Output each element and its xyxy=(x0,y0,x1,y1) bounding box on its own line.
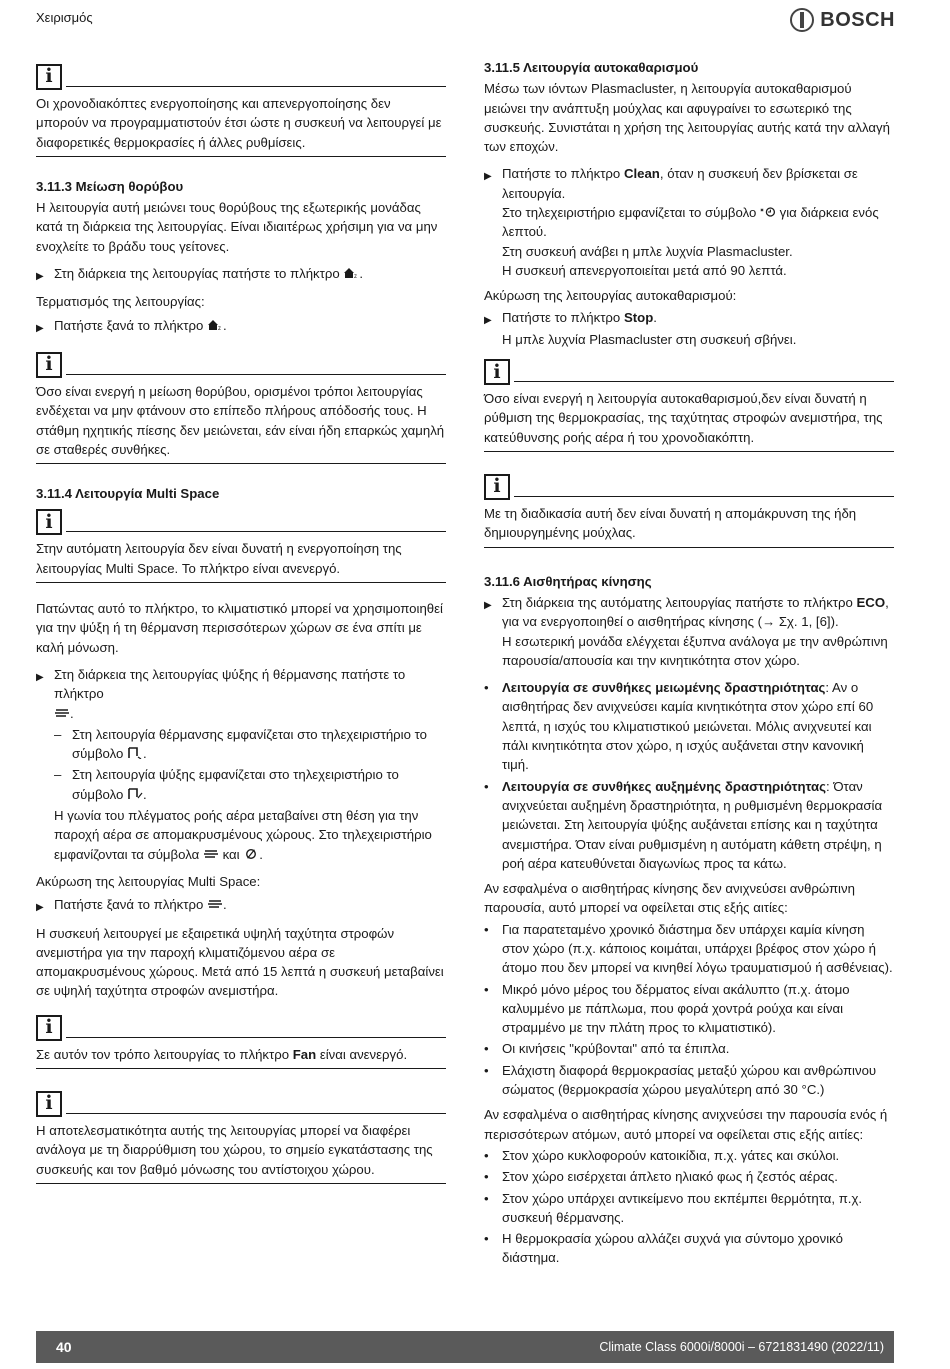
quiet-house-icon xyxy=(207,319,223,331)
list-item: • Στον χώρο υπάρχει αντικείμενο που εκπέμπει θερμότητα, π.χ. συσκευή θέρμανσης. xyxy=(484,1190,863,1225)
info-note xyxy=(36,509,446,583)
multi-space-icon xyxy=(207,898,223,910)
step: ▶ Πατήστε ξανά το πλήκτρο z . xyxy=(36,317,227,334)
cool-symbol-icon xyxy=(127,788,143,800)
bosch-logo xyxy=(790,8,895,32)
paragraph: Η συσκευή λειτουργεί με εξαιρετικά υψηλή ταχύτητα στροφών ανεμιστήρα για την παροχή κλιματιζόμενου αέρα σε απομακρυσμένους χώρους. Μετά από 15 λεπτά η συσκευή μεταβαίνει σε υψηλή ταχύτητα στροφών ανεμιστήρα. xyxy=(36,925,444,999)
info-note xyxy=(484,359,894,452)
list-item: • Στον χώρο εισέρχεται άπλετο ηλιακό φως ή ζεστός αέρας. xyxy=(484,1169,838,1185)
paragraph: Αν εσφαλμένα ο αισθητήρας κίνησης ανιχνεύσει την παρουσία ενός ή περισσότερων ατόμων, αυτό μπορεί να οφείλεται στις εξής αιτίες: xyxy=(484,1107,888,1142)
note-text: Όσο είναι ενεργή η μείωση θορύβου, ορισμένοι τρόποι λειτουργίας ενδέχεται να μην φτάνουν στο επίπεδο πλήρους απόδοσής τους. Η στάθμη ηχητικής πίεσης δεν μειώνεται, εάν είναι ήδη επαρκώς χαμηλή σε σταθερές συνθήκες. xyxy=(36,378,446,464)
paragraph: Τερματισμός της λειτουργίας: xyxy=(36,294,205,310)
list-item: • Για παρατεταμένο χρονικό διάστημα δεν υπάρχει καμία κίνηση στον χώρο (π.χ. κάποιος κοιμάται, υπάρχει βρέφος στον χώρο ή άτομο που δεν μπορεί να κινηθεί λόγω τραυματισμού ή ασθένειας). xyxy=(484,921,893,976)
step: ▶ Στη διάρκεια της λειτουργίας ψύξης ή θέρμανσης πατήστε το πλήκτρο . xyxy=(36,666,406,721)
info-note xyxy=(484,474,894,548)
multi-space-icon xyxy=(54,707,70,719)
note-text: Η αποτελεσματικότητα αυτής της λειτουργίας μπορεί να διαφέρει ανάλογα με τη διαρρύθμιση του χώρου, το σημείο εγκατάστασης της συσκευής και τον βαθμό μόνωσης του αντίστοιχου χώρου. xyxy=(36,1117,446,1184)
list-item: • Οι κινήσεις "κρύβονται" από τα έπιπλα. xyxy=(484,1041,730,1057)
step: ▶ Πατήστε το πλήκτρο Stop. xyxy=(484,309,657,326)
step: ▶ Πατήστε ξανά το πλήκτρο . xyxy=(36,897,227,914)
info-note xyxy=(36,352,446,464)
note-text: Οι χρονοδιακόπτες ενεργοποίησης και απενεργοποίησης δεν μπορούν να προγραμματιστούν έτσι ώστε η συσκευή να λειτουργεί με διαφορετικές θερμοκρασίες ή άλλες ρυθμίσεις. xyxy=(36,90,446,157)
step-detail: Η συσκευή απενεργοποιείται μετά από 90 λεπτά. xyxy=(502,262,787,278)
paragraph: Αν εσφαλμένα ο αισθητήρας κίνησης δεν ανιχνεύσει ανθρώπινη παρουσία, αυτό μπορεί να οφείλεται στις εξής αιτίες: xyxy=(484,881,855,916)
info-icon: i xyxy=(36,509,62,535)
step-detail: Στη συσκευή ανάβει η μπλε λυχνία Plasmacluster. xyxy=(502,243,793,259)
self-clean-icon xyxy=(760,206,776,218)
step: ▶ Στη διάρκεια της αυτόματης λειτουργίας πατήστε το πλήκτρο ECO, για να ενεργοποιηθεί ο αισθητήρας κίνησης (→ Σχ. 1, [6]). xyxy=(484,594,889,630)
paragraph: Η γωνία του πλέγματος ροής αέρα μεταβαίνει στη θέση για την παροχή αέρα σε απομακρυσμένους χώρους. Στο τηλεχειριστήριο εμφανίζονται τα σύμβολα και . xyxy=(54,808,432,862)
step: ▶ Πατήστε το πλήκτρο Clean, όταν η συσκευή δεν βρίσκεται σε λειτουργία. xyxy=(484,166,858,201)
list-item: • Λειτουργία σε συνθήκες αυξημένης δραστηριότητας: Όταν ανιχνεύεται αυξημένη δραστηριότητα, η ρυθμισμένη θερμοκρασία μειώνεται. Στη λειτουργία ψύξης αυξάνεται επίσης και η ταχύτητα ανεμιστήρα. Όταν είναι ρυθμισμένη η αυτόματη κάθετη στρέψη, η ροή αέρα κατευθύνεται διαγωνίως προς τα κάτω. xyxy=(484,778,883,871)
info-note xyxy=(36,1015,446,1069)
step-detail: Η μπλε λυχνία Plasmacluster στη συσκευή σβήνει. xyxy=(502,331,797,347)
info-icon: i xyxy=(484,359,510,385)
header-section: Χειρισμός xyxy=(36,10,93,25)
info-icon: i xyxy=(36,352,62,378)
info-icon: i xyxy=(36,1015,62,1041)
paragraph: Πατώντας αυτό το πλήκτρο, το κλιματιστικό μπορεί να χρησιμοποιηθεί για την ψύξη ή τη θέρμανση περισσότερων χώρων σε ένα σπίτι με καλή μόνωση. xyxy=(36,601,443,655)
step-detail: Η εσωτερική μονάδα ελέγχεται έξυπνα ανάλογα με την ανθρώπινη παρουσία/απουσία και την κινητικότητα στον χώρο. xyxy=(502,633,888,668)
multi-space-icon xyxy=(203,848,219,860)
page-number: 40 xyxy=(56,1339,72,1355)
swing-icon xyxy=(243,848,259,860)
note-text: Με τη διαδικασία αυτή δεν είναι δυνατή η απομάκρυνση της ήδη δημιουργημένης μούχλας. xyxy=(484,500,894,548)
document-reference: Climate Class 6000i/8000i – 6721831490 (2022/11) xyxy=(599,1340,884,1354)
left-column xyxy=(36,58,446,1192)
section-heading: 3.11.6 Αισθητήρας κίνησης xyxy=(484,573,652,589)
section-heading: 3.11.4 Λειτουργία Multi Space xyxy=(36,486,220,502)
paragraph: Ακύρωση της λειτουργίας Multi Space: xyxy=(36,873,261,889)
list-item: • Ελάχιστη διαφορά θερμοκρασίας μεταξύ χώρου και ανθρώπινου σώματος (θερμοκρασία χώρου μεγαλύτερη από 30 °C.) xyxy=(484,1062,877,1098)
bosch-armature-icon xyxy=(790,8,814,32)
info-note xyxy=(36,1091,446,1184)
section-heading: 3.11.3 Μείωση θορύβου xyxy=(36,178,184,194)
list-item: • Η θερμοκρασία χώρου αλλάζει συχνά για σύντομο χρονικό διάστημα. xyxy=(484,1231,843,1266)
step: ▶ Στη διάρκεια της λειτουργίας πατήστε το πλήκτρο z . xyxy=(36,266,364,283)
right-column xyxy=(484,58,894,1270)
list-item: • Στον χώρο κυκλοφορούν κατοικίδια, π.χ. γάτες και σκύλοι. xyxy=(484,1147,840,1163)
info-icon: i xyxy=(36,1091,62,1117)
note-text: Στην αυτόματη λειτουργία δεν είναι δυνατή η ενεργοποίηση της λειτουργίας Multi Space. Το πλήκτρο είναι ανενεργό. xyxy=(36,535,446,583)
svg-text:z: z xyxy=(354,274,358,280)
page-footer xyxy=(36,1331,894,1363)
section-heading: 3.11.5 Λειτουργία αυτοκαθαρισμού xyxy=(484,60,699,75)
note-text: Όσο είναι ενεργή η λειτουργία αυτοκαθαρισμού,δεν είναι δυνατή η ρύθμιση της θερμοκρασίας, της ταχύτητας στροφών ανεμιστήρα, της κατεύθυνσης ροής αέρα ή του χρονοδιακόπτη. xyxy=(484,385,894,452)
quiet-house-icon xyxy=(343,267,359,279)
info-icon: i xyxy=(36,64,62,90)
list-item: • Μικρό μόνο μέρος του δέρματος είναι ακάλυπτο (π.χ. άτομο καλυμμένο με πάπλωμα, που φορά χοντρά ρούχα και είναι στραμμένο με την πλάτη προς το κλιματιστικό). xyxy=(484,981,850,1036)
info-note xyxy=(36,64,446,157)
step-detail: Στο τηλεχειριστήριο εμφανίζεται το σύμβολο για διάρκεια ενός λεπτού. xyxy=(502,205,879,240)
paragraph: Μέσω των ιόντων Plasmacluster, η λειτουργία αυτοκαθαρισμού μειώνει την ανάπτυξη μούχλας και αφυγραίνει το εσωτερικό της συσκευής. Συνιστάται η χρήση της λειτουργίας αυτής κατά την αλλαγή των εποχών. xyxy=(484,81,890,155)
paragraph: Ακύρωση της λειτουργίας αυτοκαθαρισμού: xyxy=(484,288,737,304)
note-text: Σε αυτόν τον τρόπο λειτουργίας το πλήκτρο Fan είναι ανενεργό. xyxy=(36,1041,446,1069)
dash-item: – Στη λειτουργία ψύξης εμφανίζεται στο τηλεχειριστήριο το σύμβολο . xyxy=(54,767,399,802)
dash-item: – Στη λειτουργία θέρμανσης εμφανίζεται στο τηλεχειριστήριο το σύμβολο . xyxy=(54,726,427,762)
paragraph: Η λειτουργία αυτή μειώνει τους θορύβους της εξωτερικής μονάδας κατά τη διάρκεια της λειτουργίας. Είναι ιδιαιτέρως χρήσιμη για να μην ενοχλείτε το βράδυ τους γείτονες. xyxy=(36,200,438,254)
info-icon: i xyxy=(484,474,510,500)
svg-text:z: z xyxy=(218,325,221,331)
brand-name: BOSCH xyxy=(820,8,895,31)
list-item: • Λειτουργία σε συνθήκες μειωμένης δραστηριότητας: Αν ο αισθητήρας δεν ανιχνεύσει καμία κινητικότητα στον χώρο επί 60 λεπτά, η ισχύς του κλιματιστικού μειώνεται. Μόλις ανιχνευτεί και πάλι κινητικότητα στον χώρο, η ισχύς αυξάνεται στην κανονική τιμή. xyxy=(484,680,874,773)
heat-symbol-icon xyxy=(127,747,143,759)
